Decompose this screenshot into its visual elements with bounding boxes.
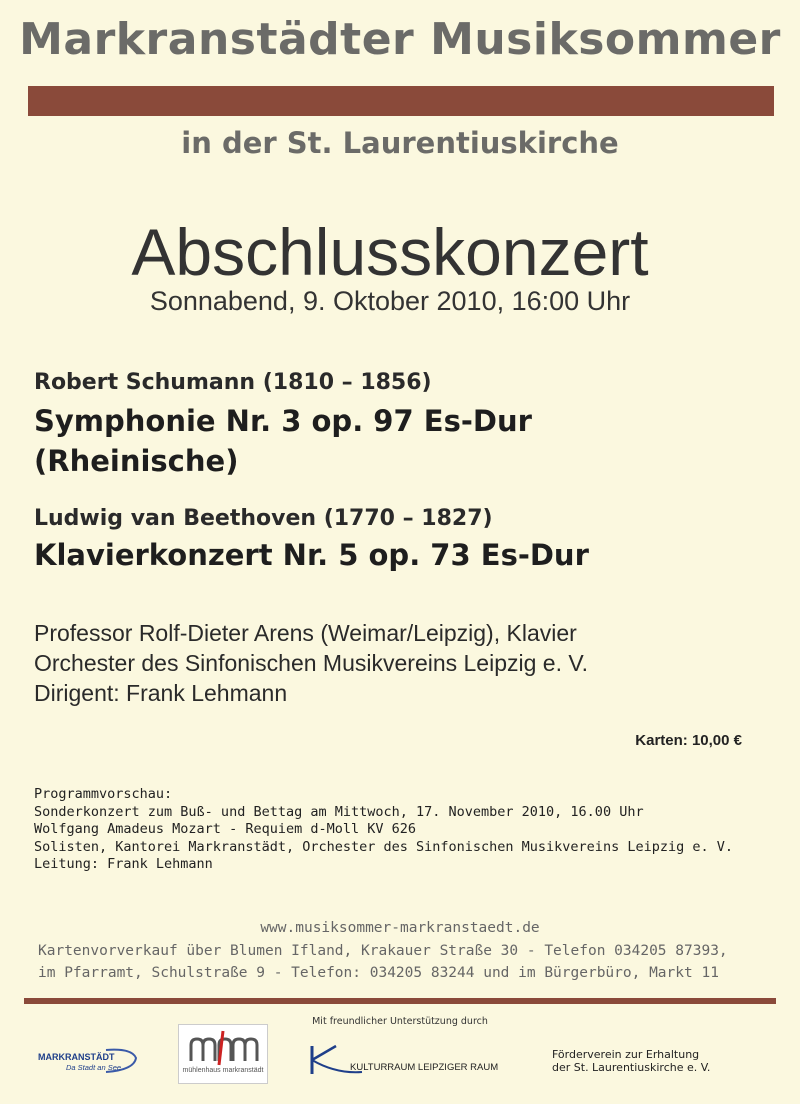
foerderverein-line-2: der St. Laurentiuskirche e. V. xyxy=(552,1061,711,1074)
markranstaedt-logo-name: MARKRANSTÄDT xyxy=(38,1052,115,1062)
concert-date: Sonnabend, 9. Oktober 2010, 16:00 Uhr xyxy=(149,286,631,316)
presale-line: im Pfarramt, Schulstraße 9 - Telefon: 034205 83244 und im Bürgerbüro, Markt 11 xyxy=(38,965,719,981)
preview-heading: Programmvorschau: xyxy=(34,786,173,802)
performer-soloist: Professor Rolf-Dieter Arens (Weimar/Leipzig), Klavier xyxy=(34,620,577,646)
muehlenhaus-logo-graphic xyxy=(179,1025,267,1071)
kulturraum-logo xyxy=(306,1042,526,1078)
composer-schumann: Robert Schumann (1810 – 1856) xyxy=(34,370,432,395)
preview-line: Solisten, Kantorei Markranstädt, Orchester des Sinfonischen Musikvereins Leipzig e. V. xyxy=(34,838,733,855)
foerderverein-line-1: Förderverein zur Erhaltung xyxy=(552,1048,700,1061)
header-bar xyxy=(28,86,774,116)
preview-line: Sonderkonzert zum Buß- und Bettag am Mittwoch, 17. November 2010, 16.00 Uhr xyxy=(34,803,644,820)
muehlenhaus-logo xyxy=(178,1024,268,1084)
presale-line: Kartenvorverkauf über Blumen Ifland, Krakauer Straße 30 - Telefon 034205 87393, xyxy=(38,943,728,959)
work-schumann-line-2: (Rheinische) xyxy=(34,444,239,478)
concert-title: Abschlusskonzert xyxy=(131,215,649,289)
markranstaedt-logo xyxy=(36,1046,146,1076)
support-text: Mit freundlicher Unterstützung durch xyxy=(312,1016,488,1027)
ticket-price: Karten: 10,00 € xyxy=(635,732,742,749)
festival-title: Markranstädter Musiksommer xyxy=(19,14,781,65)
preview-line: Wolfgang Amadeus Mozart - Requiem d-Moll KV 626 xyxy=(34,821,417,837)
performers-block xyxy=(34,618,588,708)
website-link[interactable]: www.musiksommer-markranstaedt.de xyxy=(260,920,540,936)
performer-orchestra: Orchester des Sinfonischen Musikvereins Leipzig e. V. xyxy=(34,650,588,676)
program-preview xyxy=(34,786,733,874)
preview-line: Leitung: Frank Lehmann xyxy=(34,856,213,872)
presale-info xyxy=(38,940,728,984)
work-schumann-line-1: Symphonie Nr. 3 op. 97 Es-Dur xyxy=(34,404,532,438)
composer-beethoven: Ludwig van Beethoven (1770 – 1827) xyxy=(34,506,493,531)
work-beethoven: Klavierkonzert Nr. 5 op. 73 Es-Dur xyxy=(34,538,589,572)
venue-subtitle: in der St. Laurentiuskirche xyxy=(181,126,619,160)
kulturraum-logo-name: KULTURRAUM LEIPZIGER RAUM xyxy=(350,1062,499,1073)
performer-conductor: Dirigent: Frank Lehmann xyxy=(34,680,288,706)
footer-bar xyxy=(24,998,776,1004)
markranstaedt-logo-tagline: Da Stadt an See xyxy=(66,1063,122,1072)
muehlenhaus-logo-tagline: mühlenhaus markranstädt xyxy=(182,1067,264,1074)
foerderverein-text xyxy=(552,1048,710,1074)
